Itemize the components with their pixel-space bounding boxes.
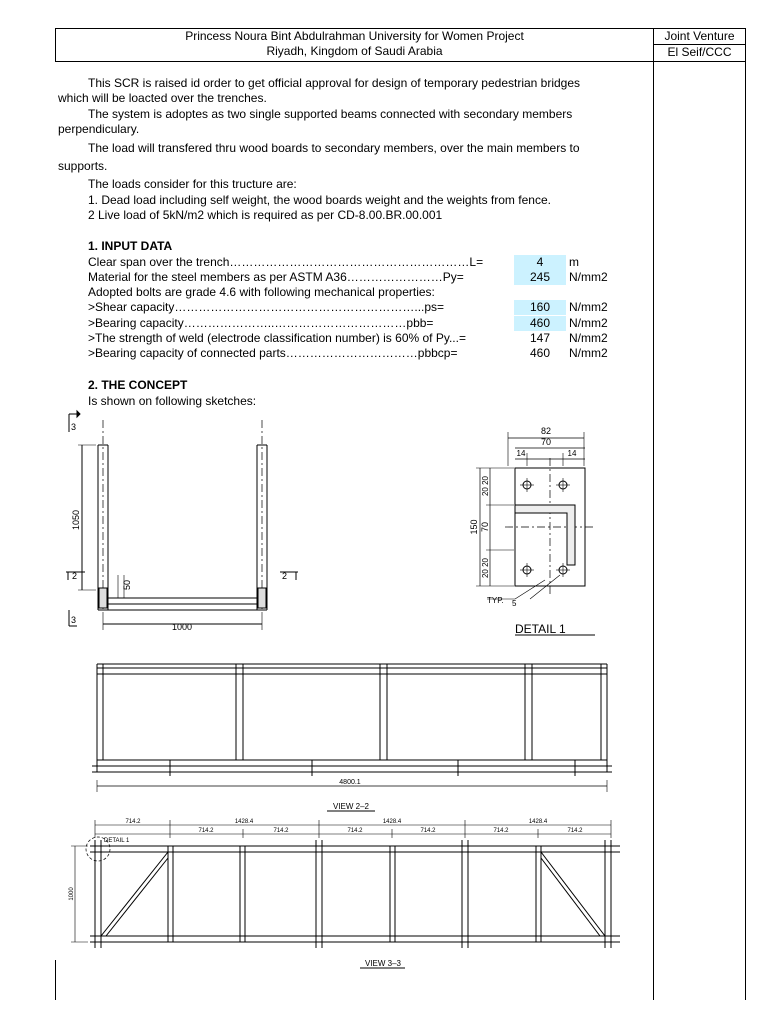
detail-dim-2020a: 20 20: [481, 475, 490, 497]
input-row-pbb-value[interactable]: 460: [514, 316, 566, 331]
intro-p2a: The system is adoptes as two single supported beams connected with secondary members: [88, 107, 573, 121]
detail-dim-14a: 14: [516, 449, 526, 458]
input-row-ps-value[interactable]: 160: [514, 300, 566, 315]
input-row-py-unit: N/mm2: [569, 270, 608, 284]
view33-dim-top-4: 1428.4: [528, 819, 548, 825]
view33-dim-bottom-4: 714.2: [420, 828, 436, 834]
frame-header-bottom: [55, 61, 746, 62]
view33-dim-top-1: 714.2: [125, 819, 141, 825]
detail-dim-14b: 14: [567, 449, 577, 458]
input-row-span-value[interactable]: 4: [514, 255, 566, 270]
cross-section-sketch: [66, 411, 298, 630]
view33-dim-top-2: 1428.4: [234, 819, 254, 825]
concept-heading: 2. THE CONCEPT: [88, 378, 188, 392]
intro-li1: 1. Dead load including self weight, the wood boards weight and the weights from fence.: [88, 193, 551, 207]
detail-weld: 5: [512, 599, 517, 608]
intro-p1a: This SCR is raised id order to get official approval for design of temporary pedestrian bridges: [88, 76, 581, 90]
view-2-2-sketch: [92, 664, 612, 811]
section-dim-width: 1000: [171, 622, 193, 632]
frame-right: [745, 28, 746, 1000]
concept-sub: Is shown on following sketches:: [88, 394, 257, 408]
view22-dim: 4800.1: [339, 779, 361, 786]
view33-dim-bottom-2: 714.2: [273, 828, 289, 834]
input-row-py-value[interactable]: 245: [514, 270, 566, 285]
intro-p1b: which will be loacted over the trenches.: [58, 91, 267, 105]
intro-p4: The loads consider for this tructure are:: [88, 177, 297, 191]
input-row-weld-value: 147: [529, 331, 551, 345]
input-row-pbb-unit: N/mm2: [569, 316, 608, 330]
input-row-pbbcp-unit: N/mm2: [569, 346, 608, 360]
view33-dim-bottom-6: 714.2: [567, 828, 583, 834]
input-row-py-label: Material for the steel members as per ASTM A36……………………Py=: [88, 270, 464, 284]
view33-detail-label: DETAIL 1: [104, 838, 130, 844]
input-row-ps-label: >Shear capacity……………………………………………………...ps=: [88, 300, 445, 314]
input-data-heading: 1. INPUT DATA: [88, 239, 173, 253]
view22-title: VIEW 2–2: [332, 802, 370, 811]
input-row-span-label: Clear span over the trench……………………………………………………L=: [88, 255, 484, 269]
input-row-pbbcp-label: >Bearing capacity of connected parts……………………………pbbcp=: [88, 346, 458, 360]
section-dim-small: 50: [122, 579, 132, 591]
view33-dim-bottom-3: 714.2: [347, 828, 363, 834]
detail-dim-2020b: 20 20: [481, 557, 490, 579]
project-title-line1: Princess Noura Bint Abdulrahman University for Women Project: [185, 29, 524, 43]
view33-dim-bottom-1: 714.2: [198, 828, 214, 834]
frame-divider: [653, 28, 654, 1000]
view33-dim-bottom-5: 714.2: [493, 828, 509, 834]
detail-dim-70: 70: [540, 437, 552, 447]
view33-height: 1000: [69, 887, 75, 901]
section-mark-2-left: 2: [72, 571, 78, 581]
detail-dim-70v: 70: [480, 521, 490, 533]
project-title: [56, 29, 653, 59]
detail-1-sketch: [476, 432, 595, 635]
detail-typ: TYP.: [487, 596, 504, 605]
company-name: El Seif/CCC: [667, 45, 732, 59]
intro-li2: 2 Live load of 5kN/m2 which is required as per CD-8.00.BR.00.001: [88, 208, 443, 222]
view33-dim-top-3: 1428.4: [382, 819, 402, 825]
view-3-3-sketch: [71, 820, 620, 968]
view33-title: VIEW 3–3: [364, 959, 402, 968]
detail-dim-82: 82: [540, 426, 552, 436]
section-dim-height: 1050: [71, 509, 81, 531]
section-mark-3-top: 3: [71, 422, 77, 432]
input-row-bolts-label: Adopted bolts are grade 4.6 with following mechanical properties:: [88, 285, 435, 299]
input-row-ps-unit: N/mm2: [569, 300, 608, 314]
intro-p2b: perpendiculary.: [58, 122, 140, 136]
input-row-pbb-label: >Bearing capacity…………………..……………………………pbb=: [88, 316, 434, 330]
input-row-weld-unit: N/mm2: [569, 331, 608, 345]
input-row-pbbcp-value: 460: [529, 346, 551, 360]
intro-p3b: supports.: [58, 159, 108, 173]
frame-left-lower: [55, 960, 56, 1000]
input-row-weld-label: >The strength of weld (electrode classification number) is 60% of Py...=: [88, 331, 466, 345]
intro-p3a: The load will transfered thru wood boards to secondary members, over the main members to: [88, 141, 580, 155]
section-mark-2-right: 2: [282, 571, 288, 581]
detail-title: DETAIL 1: [515, 622, 566, 636]
section-mark-3-bottom: 3: [71, 615, 77, 625]
detail-dim-150: 150: [469, 519, 479, 535]
project-title-line2: Riyadh, Kingdom of Saudi Arabia: [266, 44, 443, 58]
input-row-span-unit: m: [569, 255, 579, 269]
company-joint-venture: Joint Venture: [664, 29, 735, 43]
